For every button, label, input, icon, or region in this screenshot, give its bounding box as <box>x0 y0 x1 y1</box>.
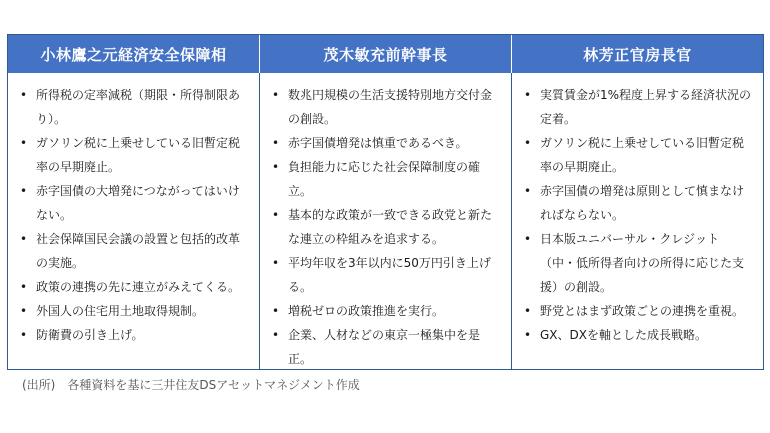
column-hayashi <box>512 73 763 369</box>
list-item: • 赤字国債の増発は原則として慎まなければならない。 <box>522 179 755 227</box>
list-item: • 赤字国債の大増発につながってはいけない。 <box>18 179 251 227</box>
column-kobayashi <box>8 73 260 369</box>
list-item: • 実質賃金が1%程度上昇する経済状況の定着。 <box>522 83 755 131</box>
policy-list <box>18 83 251 347</box>
list-item: • 負担能力に応じた社会保障制度の確立。 <box>270 155 503 203</box>
list-item: • 外国人の住宅用土地取得規制。 <box>18 299 251 323</box>
policy-list <box>522 83 755 347</box>
header-motegi: 茂木敏充前幹事長 <box>260 35 512 73</box>
column-motegi <box>260 73 512 369</box>
list-item: • 社会保障国民会議の設置と包括的改革の実施。 <box>18 227 251 275</box>
source-note: (出所) 各種資料を基に三井住友DSアセットマネジメント作成 <box>22 378 360 392</box>
list-item: • 基本的な政策が一致できる政党と新たな連立の枠組みを追求する。 <box>270 203 503 251</box>
list-item: • 日本版ユニバーサル・クレジット（中・低所得者向けの所得に応じた支援）の創設。 <box>522 227 755 299</box>
header-kobayashi: 小林鷹之元経済安全保障相 <box>8 35 260 73</box>
list-item: • 防衛費の引き上げ。 <box>18 323 251 347</box>
list-item: • 企業、人材などの東京一極集中を是正。 <box>270 323 503 371</box>
list-item: • 赤字国債増発は慎重であるべき。 <box>270 131 503 155</box>
list-item: • GX、DXを軸とした成長戦略。 <box>522 323 755 347</box>
list-item: • 数兆円規模の生活支援特別地方交付金の創設。 <box>270 83 503 131</box>
list-item: • 所得税の定率減税（期限・所得制限あり）。 <box>18 83 251 131</box>
list-item: • ガソリン税に上乗せしている旧暫定税率の早期廃止。 <box>522 131 755 179</box>
list-item: • ガソリン税に上乗せしている旧暫定税率の早期廃止。 <box>18 131 251 179</box>
policy-comparison-table <box>7 34 764 370</box>
table-header-row <box>8 35 763 73</box>
header-hayashi: 林芳正官房長官 <box>583 45 692 64</box>
list-item: • 増税ゼロの政策推進を実行。 <box>270 299 503 323</box>
list-item: • 平均年収を3年以内に50万円引き上げる。 <box>270 251 503 299</box>
policy-list <box>270 83 503 371</box>
table-body-row <box>8 73 763 369</box>
list-item: • 政策の連携の先に連立がみえてくる。 <box>18 275 251 299</box>
list-item: • 野党とはまず政策ごとの連携を重視。 <box>522 299 755 323</box>
